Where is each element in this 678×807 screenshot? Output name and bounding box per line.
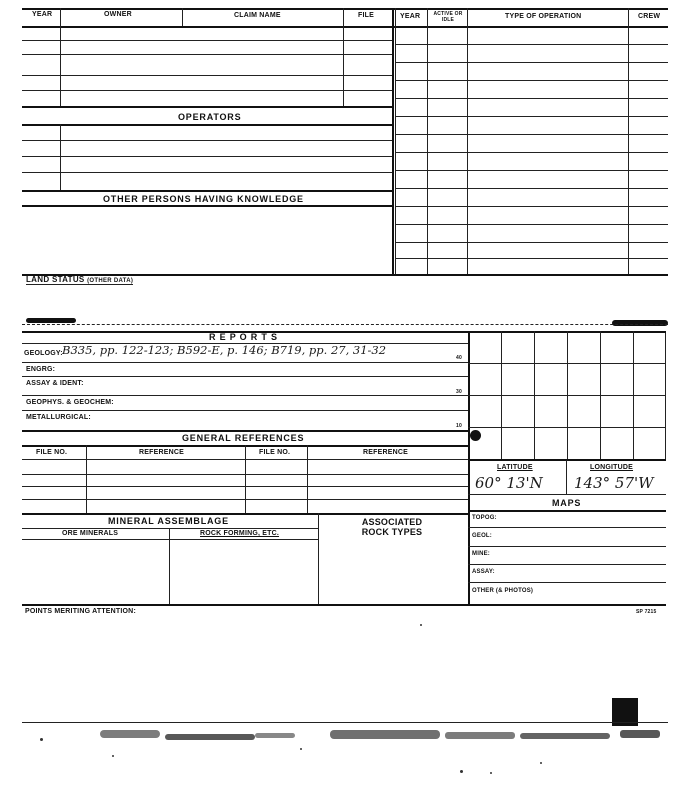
- op-year-header: YEAR: [400, 13, 421, 20]
- geology-label: GEOLOGY:: [24, 350, 63, 357]
- geology-value: B335, pp. 122-123; B592-E, p. 146; B719, pp. 27, 31-32: [62, 343, 387, 357]
- ref-reference-2: REFERENCE: [363, 449, 408, 456]
- form-number: SP 7215: [636, 609, 657, 615]
- longitude-label: LONGITUDE: [590, 464, 634, 471]
- associated-rock-types-header: ASSOCIATED ROCK TYPES: [361, 517, 423, 537]
- ore-minerals-header: ORE MINERALS: [62, 530, 119, 537]
- longitude-value: 143° 57'W: [574, 474, 654, 492]
- other-persons-title: OTHER PERSONS HAVING KNOWLEDGE: [103, 194, 304, 204]
- operators-title: OPERATORS: [178, 112, 242, 122]
- maps-assay: ASSAY:: [472, 569, 495, 575]
- engrg-label: ENGRG:: [26, 366, 56, 373]
- ref-file-no-1: FILE NO.: [36, 449, 68, 456]
- owner-header: OWNER: [104, 11, 132, 18]
- mark-10: 10: [456, 423, 462, 429]
- ref-file-no-2: FILE NO.: [259, 449, 291, 456]
- maps-other-photos: OTHER (& PHOTOS): [472, 588, 534, 594]
- general-references-title: GENERAL REFERENCES: [182, 433, 305, 443]
- points-meriting-attention: POINTS MERITING ATTENTION:: [25, 608, 136, 615]
- land-status-sub: (OTHER DATA): [87, 278, 134, 284]
- maps-geol: GEOL:: [472, 533, 492, 539]
- latitude-value: 60° 13'N: [475, 474, 543, 492]
- maps-mine: MINE:: [472, 551, 490, 557]
- maps-title: MAPS: [552, 498, 582, 508]
- assay-ident-label: ASSAY & IDENT:: [26, 380, 84, 387]
- type-of-operation-header: TYPE OF OPERATION: [505, 13, 582, 20]
- mark-40: 40: [456, 355, 462, 361]
- maps-topog: TOPOG:: [472, 515, 497, 521]
- crew-header: CREW: [638, 13, 661, 20]
- location-dot: [470, 430, 481, 441]
- latitude-label: LATITUDE: [497, 464, 533, 471]
- year-header: YEAR: [32, 11, 53, 18]
- geophys-label: GEOPHYS. & GEOCHEM:: [26, 399, 114, 406]
- claim-name-header: CLAIM NAME: [234, 12, 281, 19]
- reports-title: R E P O R T S: [209, 332, 278, 342]
- rock-forming-header: ROCK FORMING, ETC.: [200, 530, 280, 537]
- mineral-assemblage-title: MINERAL ASSEMBLAGE: [108, 516, 229, 526]
- land-status-label: LAND STATUS: [26, 275, 85, 284]
- active-idle-header: ACTIVE OR IDLE: [433, 11, 463, 23]
- file-header: FILE: [358, 12, 374, 19]
- metallurgical-label: METALLURGICAL:: [26, 414, 91, 421]
- ref-reference-1: REFERENCE: [139, 449, 184, 456]
- mark-30: 30: [456, 389, 462, 395]
